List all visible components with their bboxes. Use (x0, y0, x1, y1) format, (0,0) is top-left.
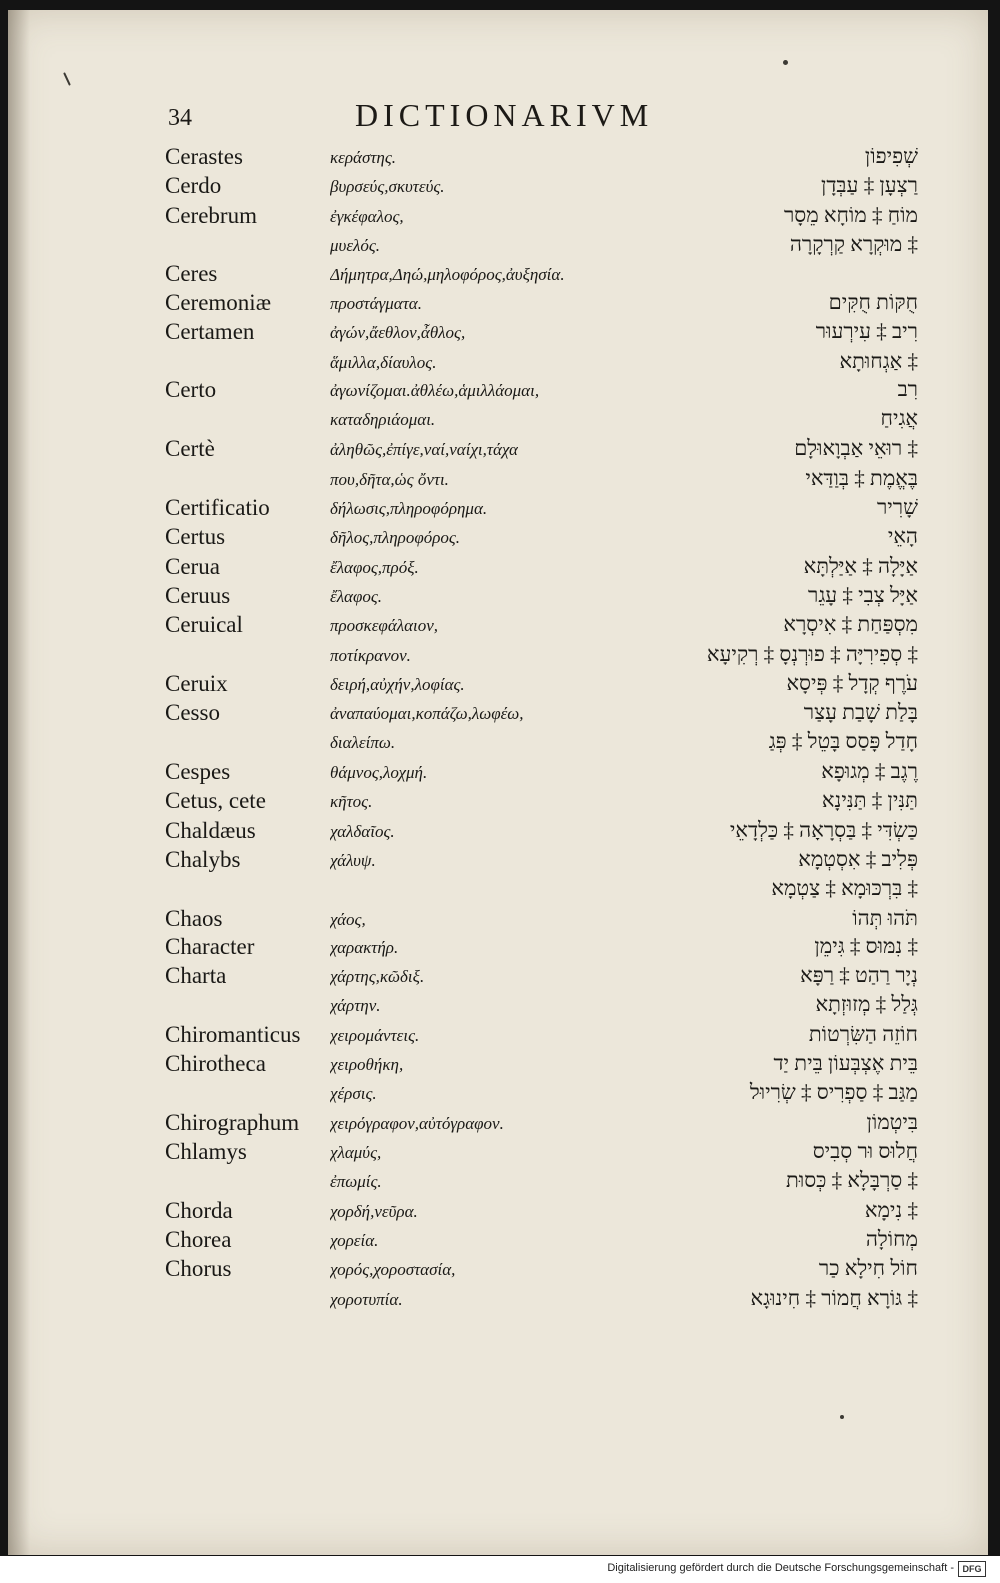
greek-equivalent: χαρακτήρ. (330, 938, 399, 957)
footer-credit: Digitalisierung gefördert durch die Deutsche Forschungsgemeinschaft - (607, 1562, 954, 1574)
greek-equivalent: χαλδαῖος. (330, 822, 395, 841)
latin-headword: Chaos (165, 906, 223, 931)
entry-row (0, 144, 980, 172)
hebrew-equivalent: ‡ סְפִירִיָּה ‡ פוּרְנְסָ ‡ רְקִיעָא (706, 642, 918, 666)
hebrew-equivalent: עֹרֶף קְדָל ‡ פְּיסָא (786, 671, 918, 695)
page-number: 34 (168, 105, 192, 131)
entry-row (0, 1022, 980, 1050)
entry-row (0, 1080, 980, 1108)
entry-row (0, 436, 980, 464)
hebrew-equivalent: כַּשְׂדִּי ‡ בַּסְרָאָה ‡ כַּלְדָאֵי (729, 818, 918, 842)
entry-row (0, 377, 980, 405)
entry-row (0, 729, 980, 757)
latin-headword: Chaldæus (165, 818, 256, 843)
entry-row (0, 1198, 980, 1226)
entry-row (0, 261, 980, 289)
latin-headword: Ceruus (165, 583, 231, 608)
hebrew-equivalent: בִּיטְמוֹן (866, 1110, 918, 1134)
entry-row (0, 963, 980, 991)
greek-equivalent: χάλυψ. (330, 851, 376, 870)
page-title: DICTIONARIVM (355, 97, 654, 133)
hebrew-equivalent: ‡ בִּרְכּוּמָא ‡ צַטְמָא (771, 876, 918, 900)
hebrew-equivalent: נְיָר רַהַט ‡ רַפָּא (800, 963, 918, 987)
entry-row (0, 173, 980, 201)
greek-equivalent: χλαμύς, (330, 1143, 382, 1162)
entry-row (0, 349, 980, 377)
hebrew-equivalent: אַיָּלָה ‡ אַיַּלְתָּא (803, 554, 918, 578)
entry-row (0, 232, 980, 260)
greek-equivalent: χοροτυπία. (330, 1290, 403, 1309)
hebrew-equivalent: ‡ מוּקְרָא קַרְקָרָה (789, 232, 918, 256)
latin-headword: Chalybs (165, 847, 241, 872)
latin-headword: Certus (165, 524, 226, 549)
greek-equivalent: χάρτην. (330, 996, 381, 1015)
hebrew-equivalent: חֲלוּס וּר סְבִיס (812, 1139, 918, 1163)
hebrew-equivalent: ‡ אַגְחוּתָא (839, 349, 918, 373)
hebrew-equivalent: אַיָּל צְבִי ‡ עָגֵר (808, 583, 918, 607)
entry-row (0, 466, 980, 494)
entry-row (0, 700, 980, 728)
latin-headword: Ceruical (165, 612, 243, 637)
greek-equivalent: ἀναπαύομαι,κοπάζω,λωφέω, (330, 704, 524, 723)
latin-headword: Cespes (165, 759, 231, 784)
entry-row (0, 1139, 980, 1167)
footer-bar (0, 1556, 1000, 1583)
hebrew-equivalent: גְּלַל ‡ מְזוּזְתָא (815, 992, 918, 1016)
hebrew-equivalent: מְחוֹלָה (865, 1227, 918, 1251)
greek-equivalent: χορεία. (330, 1231, 379, 1250)
greek-equivalent: μυελός. (330, 236, 381, 255)
hebrew-equivalent: ‡ רוּאֵי אַבְוָאוּלָם (794, 436, 918, 460)
latin-headword: Cesso (165, 700, 220, 725)
entry-row (0, 1256, 980, 1284)
entry-row (0, 876, 980, 904)
latin-headword: Certamen (165, 319, 255, 344)
hebrew-equivalent: חוֹזֵה הַשִּׂרְטוֹת (808, 1022, 918, 1046)
greek-equivalent: ποτίκρανον. (330, 646, 411, 665)
greek-equivalent: κῆτος. (330, 792, 373, 811)
hebrew-equivalent: רֶגֶב ‡ מְגוּפָא (821, 759, 918, 783)
latin-headword: Certè (165, 436, 215, 461)
greek-equivalent: προσκεφάλαιον, (330, 616, 439, 635)
entry-row (0, 818, 980, 846)
entry-row (0, 583, 980, 611)
greek-equivalent: χειροθήκη, (330, 1055, 404, 1074)
greek-equivalent: χορός,χοροστασία, (330, 1260, 456, 1279)
hebrew-equivalent: פְּלִיב ‡ אִסְטְמָא (798, 847, 918, 871)
hebrew-equivalent: ‡ סַרְבָּלָא ‡ כְּסוּת (786, 1168, 918, 1192)
hebrew-equivalent: ‡ גּוֹרָא חֲמוֹר ‡ חִינוּגָא (750, 1286, 918, 1310)
hebrew-equivalent: חָדַל פָּסַס בָּטֵל ‡ פְּגַ (768, 729, 918, 753)
greek-equivalent: χάος, (330, 910, 366, 929)
greek-equivalent: ἐγκέφαλος, (330, 207, 404, 226)
latin-headword: Cetus, cete (165, 788, 266, 813)
greek-equivalent: προστάγματα. (330, 294, 422, 313)
hebrew-equivalent: מַגַּב ‡ סַפְרִיס ‡ שְׂרִיוּל (749, 1080, 918, 1104)
greek-equivalent: ἔλαφος,πρόξ. (330, 558, 419, 577)
greek-equivalent: Δήμητρα,Δηώ,μηλοφόρος,ἀυξησία. (330, 265, 565, 284)
ink-speck (840, 1415, 844, 1419)
latin-headword: Cerastes (165, 144, 243, 169)
entry-row (0, 934, 980, 962)
hebrew-equivalent: ‡ נִמּוּס ‡ גִּימֵן (814, 934, 918, 958)
hebrew-equivalent: מִסְפַּחַת ‡ אִיסְרָא (783, 612, 918, 636)
entry-row (0, 1168, 980, 1196)
latin-headword: Chiromanticus (165, 1022, 301, 1047)
greek-equivalent: ἔλαφος. (330, 587, 383, 606)
hebrew-equivalent: רִיב ‡ עִירְעוּר (815, 319, 918, 343)
entry-row (0, 319, 980, 347)
hebrew-equivalent: מוֹחַ ‡ מוֹחָא מֵסָר (783, 203, 918, 227)
entry-row (0, 671, 980, 699)
greek-equivalent: χορδή,νεῦρα. (330, 1202, 418, 1221)
greek-equivalent: χειρόγραφον,αὐτόγραφον. (330, 1114, 504, 1133)
latin-headword: Chirographum (165, 1110, 300, 1135)
greek-equivalent: βυρσεύς,σκυτεύς. (330, 177, 445, 196)
entry-row (0, 759, 980, 787)
latin-headword: Ceruix (165, 671, 228, 696)
greek-equivalent: ἅμιλλα,δίαυλος. (330, 353, 437, 372)
hebrew-equivalent: שְׁפִיפוֹן (864, 144, 918, 168)
latin-headword: Cerua (165, 554, 220, 579)
entry-row (0, 554, 980, 582)
latin-headword: Chlamys (165, 1139, 247, 1164)
ink-speck (783, 60, 788, 65)
entry-row (0, 1051, 980, 1079)
greek-equivalent: διαλείπω. (330, 733, 396, 752)
hebrew-equivalent: שָׁרִיר (876, 495, 918, 519)
entry-row (0, 406, 980, 434)
hebrew-equivalent: ‡ נִימָא (864, 1198, 918, 1222)
hebrew-equivalent: בֵּית אֶצְבְּעוֹן בֵּית יַד (773, 1051, 918, 1075)
latin-headword: Chorea (165, 1227, 232, 1252)
latin-headword: Character (165, 934, 255, 959)
greek-equivalent: δήλωσις,πληροφόρημα. (330, 499, 488, 518)
entry-row (0, 642, 980, 670)
entry-row (0, 290, 980, 318)
entry-row (0, 847, 980, 875)
greek-equivalent: ἀληθῶς,ἐπίγε,ναί,ναίχι,τάχα (330, 440, 518, 459)
entry-row (0, 788, 980, 816)
latin-headword: Certificatio (165, 495, 270, 520)
latin-headword: Chorda (165, 1198, 233, 1223)
hebrew-equivalent: חוֹל חִילָא כַר (818, 1256, 918, 1280)
latin-headword: Ceremoniæ (165, 290, 272, 315)
latin-headword: Charta (165, 963, 227, 988)
greek-equivalent: χειρομάντεις. (330, 1026, 420, 1045)
hebrew-equivalent: בָּלַת שָׁבַת עָצַר (803, 700, 918, 724)
hebrew-equivalent: תֹּהוּ תְּהוֹ (852, 906, 918, 930)
entry-row (0, 1227, 980, 1255)
entry-row (0, 495, 980, 523)
entry-row (0, 203, 980, 231)
entry-row (0, 992, 980, 1020)
latin-headword: Cerdo (165, 173, 222, 198)
hebrew-equivalent: בֶּאֱמֶת ‡ בְּוַדַּאי (805, 466, 918, 490)
greek-equivalent: χέρσις. (330, 1084, 377, 1103)
hebrew-equivalent: אֲגִיחַ (880, 406, 918, 430)
greek-equivalent: που,δῆτα,ὡς ὄντι. (330, 470, 449, 489)
hebrew-equivalent: הָאֵי (887, 524, 918, 548)
greek-equivalent: χάρτης,κῶδιξ. (330, 967, 425, 986)
greek-equivalent: δῆλος,πληροφόρος. (330, 528, 461, 547)
greek-equivalent: κεράστης. (330, 148, 396, 167)
ink-speck (63, 72, 71, 86)
entry-row (0, 1286, 980, 1314)
latin-headword: Certo (165, 377, 217, 402)
latin-headword: Ceres (165, 261, 218, 286)
greek-equivalent: ἀγωνίζομαι.ἀθλέω,ἁμιλλάομαι, (330, 381, 540, 400)
entry-row (0, 1110, 980, 1138)
hebrew-equivalent: רַצְעָן ‡ עַבְּדָן (820, 173, 918, 197)
latin-headword: Chorus (165, 1256, 232, 1281)
hebrew-equivalent: תַּנִּין ‡ תַּנִּינָא (821, 788, 918, 812)
entry-row (0, 906, 980, 934)
greek-equivalent: ἐπωμίς. (330, 1172, 382, 1191)
greek-equivalent: θάμνος,λοχμή. (330, 763, 428, 782)
latin-headword: Cerebrum (165, 203, 257, 228)
greek-equivalent: καταδηριάομαι. (330, 410, 436, 429)
greek-equivalent: δειρή,αὐχήν,λοφίας. (330, 675, 465, 694)
hebrew-equivalent: רִב (897, 377, 918, 401)
entry-row (0, 524, 980, 552)
entry-row (0, 612, 980, 640)
dfg-logo: DFG (958, 1561, 986, 1577)
latin-headword: Chirotheca (165, 1051, 266, 1076)
greek-equivalent: ἀγών,ἄεθλον,ἆθλος, (330, 323, 466, 342)
hebrew-equivalent: חֻקּוֹת חֻקִּים (828, 290, 918, 314)
